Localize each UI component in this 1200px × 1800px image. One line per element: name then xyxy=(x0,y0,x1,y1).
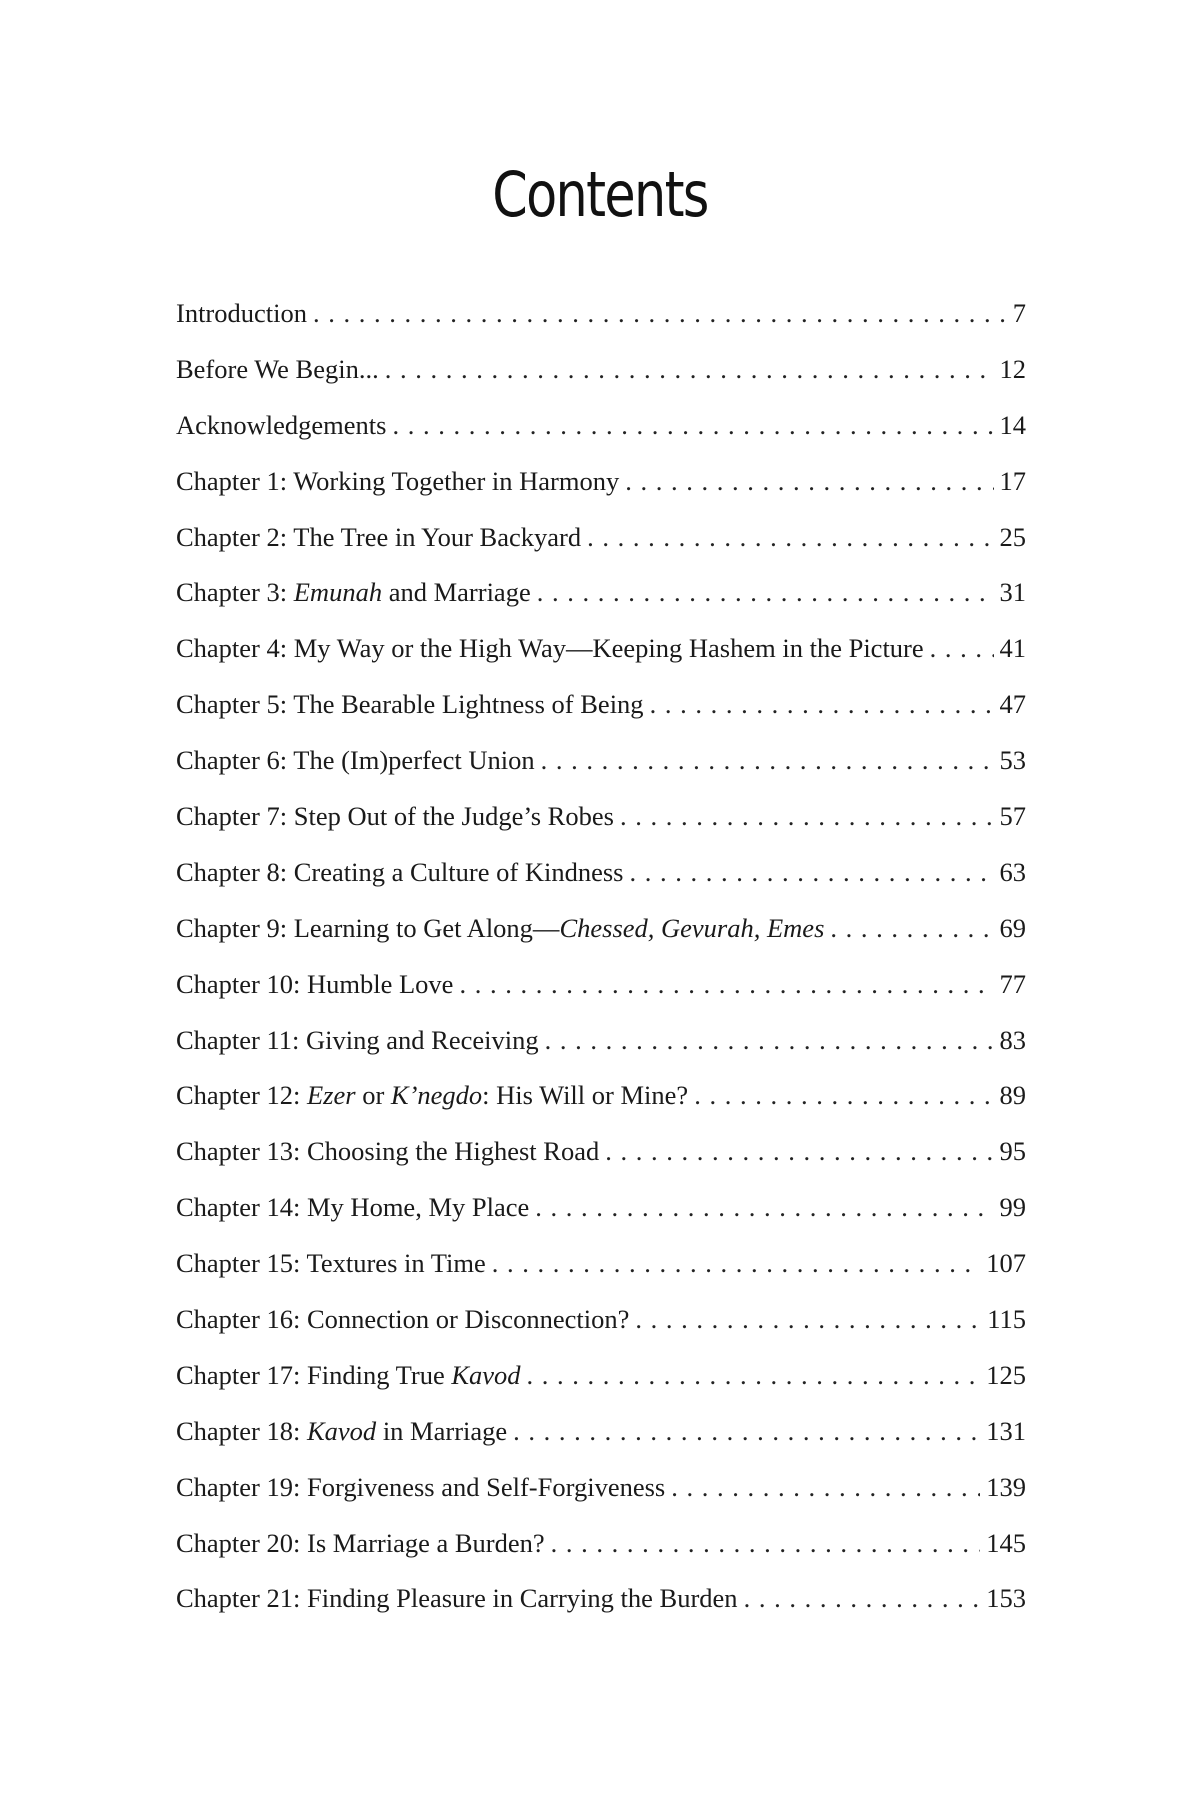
dot-leader xyxy=(635,1292,981,1348)
toc-entry-title xyxy=(176,901,824,957)
toc-entry[interactable] xyxy=(176,1013,1026,1069)
toc-entry-title xyxy=(176,342,379,398)
toc-entry-title xyxy=(176,1404,507,1460)
dot-leader xyxy=(459,957,993,1013)
dot-leader xyxy=(671,1460,980,1516)
toc-entry-page-number: 53 xyxy=(999,745,1026,776)
toc-entry-text-end: : His Will or Mine? xyxy=(482,1080,689,1111)
toc-entry-text: Chapter 16: Connection or Disconnection? xyxy=(176,1304,630,1335)
toc-entry-text: Chapter 3: xyxy=(176,577,294,608)
toc-entry[interactable] xyxy=(176,789,1026,845)
toc-entry-text: Chapter 2: The Tree in Your Backyard xyxy=(176,521,582,552)
toc-entry[interactable] xyxy=(176,677,1026,733)
toc-entry-italic: Emunah xyxy=(293,577,383,608)
toc-entry-page-number: 14 xyxy=(999,409,1026,440)
toc-entry[interactable] xyxy=(176,1348,1026,1404)
toc-entry-text: Before We Begin... xyxy=(176,353,379,384)
toc-entry-page-number: 63 xyxy=(999,856,1026,887)
toc-entry-page-number: 145 xyxy=(986,1527,1026,1558)
toc-entry-text: Chapter 11: Giving and Receiving xyxy=(176,1024,539,1055)
dot-leader xyxy=(385,342,994,398)
toc-entry-page-number: 115 xyxy=(987,1304,1026,1335)
toc-entry[interactable] xyxy=(176,1180,1026,1236)
dot-leader xyxy=(744,1571,981,1627)
toc-entry-page-number: 89 xyxy=(999,1080,1026,1111)
toc-entry[interactable] xyxy=(176,901,1026,957)
toc-entry-text-after: or xyxy=(355,1080,391,1111)
dot-leader xyxy=(650,677,994,733)
toc-entry[interactable] xyxy=(176,1516,1026,1572)
toc-entry-text: Chapter 10: Humble Love xyxy=(176,968,454,999)
toc-entry-title xyxy=(176,789,614,845)
dot-leader xyxy=(537,565,994,621)
toc-entry-text: Acknowledgements xyxy=(176,409,387,440)
toc-entry-title xyxy=(176,1068,688,1124)
toc-entry-text: Chapter 15: Textures in Time xyxy=(176,1248,486,1279)
dot-leader xyxy=(535,1180,993,1236)
dot-leader xyxy=(545,1013,994,1069)
toc-entry-page-number: 12 xyxy=(999,353,1026,384)
dot-leader xyxy=(527,1348,981,1404)
toc-entry-title xyxy=(176,733,535,789)
dot-leader xyxy=(694,1068,993,1124)
toc-entry-page-number: 95 xyxy=(999,1136,1026,1167)
toc-entry[interactable] xyxy=(176,1571,1026,1627)
toc-entry-text: Chapter 19: Forgiveness and Self-Forgiveness xyxy=(176,1471,666,1502)
toc-entry-text: Chapter 8: Creating a Culture of Kindness xyxy=(176,856,624,887)
toc-entry-text-after: and Marriage xyxy=(382,577,531,608)
toc-entry-text: Chapter 20: Is Marriage a Burden? xyxy=(176,1527,545,1558)
toc-entry-text: Chapter 4: My Way or the High Way—Keeping Hashem in the Picture xyxy=(176,633,924,664)
toc-entry-text: Chapter 13: Choosing the Highest Road xyxy=(176,1136,600,1167)
toc-entry-italic: Kavod xyxy=(307,1415,377,1446)
toc-entry-page-number: 25 xyxy=(999,521,1026,552)
toc-entry-title xyxy=(176,1180,529,1236)
toc-entry-italic: Chessed, Gevurah, Emes xyxy=(559,912,825,943)
toc-entry-page-number: 17 xyxy=(999,465,1026,496)
toc-entry[interactable] xyxy=(176,454,1026,510)
toc-entry-page-number: 77 xyxy=(999,968,1026,999)
toc-entry-title xyxy=(176,1460,665,1516)
toc-entry-page-number: 31 xyxy=(999,577,1026,608)
toc-entry-text: Chapter 18: xyxy=(176,1415,307,1446)
dot-leader xyxy=(625,454,993,510)
toc-entry-text: Chapter 14: My Home, My Place xyxy=(176,1192,530,1223)
toc-entry-title xyxy=(176,677,644,733)
toc-entry-title xyxy=(176,1571,738,1627)
toc-entry[interactable] xyxy=(176,1404,1026,1460)
dot-leader xyxy=(541,733,994,789)
toc-entry-title xyxy=(176,565,531,621)
toc-entry-title xyxy=(176,1348,521,1404)
toc-entry[interactable] xyxy=(176,621,1026,677)
toc-entry-page-number: 139 xyxy=(986,1471,1026,1502)
toc-entry-page-number: 107 xyxy=(986,1248,1026,1279)
toc-entry[interactable] xyxy=(176,1292,1026,1348)
toc-entry[interactable] xyxy=(176,398,1026,454)
dot-leader xyxy=(620,789,994,845)
toc-entry-text: Chapter 12: xyxy=(176,1080,307,1111)
toc-entry-page-number: 125 xyxy=(986,1359,1026,1390)
toc-entry-text: Chapter 7: Step Out of the Judge’s Robes xyxy=(176,801,614,832)
toc-entry-title xyxy=(176,957,453,1013)
dot-leader xyxy=(313,286,1007,342)
toc-entry-text: Chapter 9: Learning to Get Along— xyxy=(176,912,560,943)
dot-leader xyxy=(629,845,993,901)
toc-entry-title xyxy=(176,286,307,342)
toc-entry[interactable] xyxy=(176,1460,1026,1516)
toc-entry-text: Chapter 17: Finding True xyxy=(176,1359,452,1390)
toc-entry[interactable] xyxy=(176,733,1026,789)
dot-leader xyxy=(492,1236,980,1292)
toc-entry-title xyxy=(176,845,623,901)
dot-leader xyxy=(551,1516,981,1572)
toc-entry-title xyxy=(176,1013,539,1069)
toc-entry-title xyxy=(176,1124,599,1180)
toc-entry-page-number: 83 xyxy=(999,1024,1026,1055)
toc-entry-page-number: 41 xyxy=(999,633,1026,664)
toc-entry-text: Chapter 5: The Bearable Lightness of Being xyxy=(176,689,644,720)
toc-entry-italic-2: K’negdo xyxy=(390,1080,483,1111)
toc-entry-title xyxy=(176,1292,629,1348)
toc-entry[interactable] xyxy=(176,286,1026,342)
table-of-contents xyxy=(176,286,1026,1627)
toc-entry-page-number: 47 xyxy=(999,689,1026,720)
toc-entry-title xyxy=(176,1236,486,1292)
toc-entry-text: Chapter 1: Working Together in Harmony xyxy=(176,465,620,496)
toc-entry[interactable] xyxy=(176,1236,1026,1292)
toc-entry-title xyxy=(176,454,619,510)
toc-entry[interactable] xyxy=(176,510,1026,566)
dot-leader xyxy=(930,621,994,677)
toc-entry[interactable] xyxy=(176,957,1026,1013)
toc-entry[interactable] xyxy=(176,1068,1026,1124)
toc-entry-title xyxy=(176,621,924,677)
toc-entry-text: Introduction xyxy=(176,298,307,328)
toc-entry-text: Chapter 6: The (Im)perfect Union xyxy=(176,745,535,776)
toc-entry-page-number: 99 xyxy=(999,1192,1026,1223)
toc-entry-title xyxy=(176,1516,545,1572)
toc-entry-text: Chapter 21: Finding Pleasure in Carrying the Burden xyxy=(176,1583,738,1614)
toc-entry[interactable] xyxy=(176,1124,1026,1180)
page-title: Contents xyxy=(492,158,708,231)
toc-entry[interactable] xyxy=(176,565,1026,621)
toc-entry-page-number: 131 xyxy=(986,1415,1026,1446)
toc-entry-page-number: 69 xyxy=(999,912,1026,943)
dot-leader xyxy=(513,1404,980,1460)
dot-leader xyxy=(587,510,993,566)
dot-leader xyxy=(830,901,993,957)
toc-entry-page-number: 153 xyxy=(986,1583,1026,1614)
dot-leader xyxy=(605,1124,993,1180)
toc-entry-text-after: in Marriage xyxy=(376,1415,508,1446)
toc-entry-italic: Kavod xyxy=(451,1359,521,1390)
toc-entry-italic: Ezer xyxy=(307,1080,356,1111)
toc-entry-page-number: 7 xyxy=(1012,298,1026,328)
toc-entry[interactable] xyxy=(176,845,1026,901)
toc-entry-title xyxy=(176,398,386,454)
toc-entry-page-number: 57 xyxy=(999,801,1026,832)
toc-entry-title xyxy=(176,510,581,566)
dot-leader xyxy=(392,398,993,454)
toc-entry[interactable] xyxy=(176,342,1026,398)
